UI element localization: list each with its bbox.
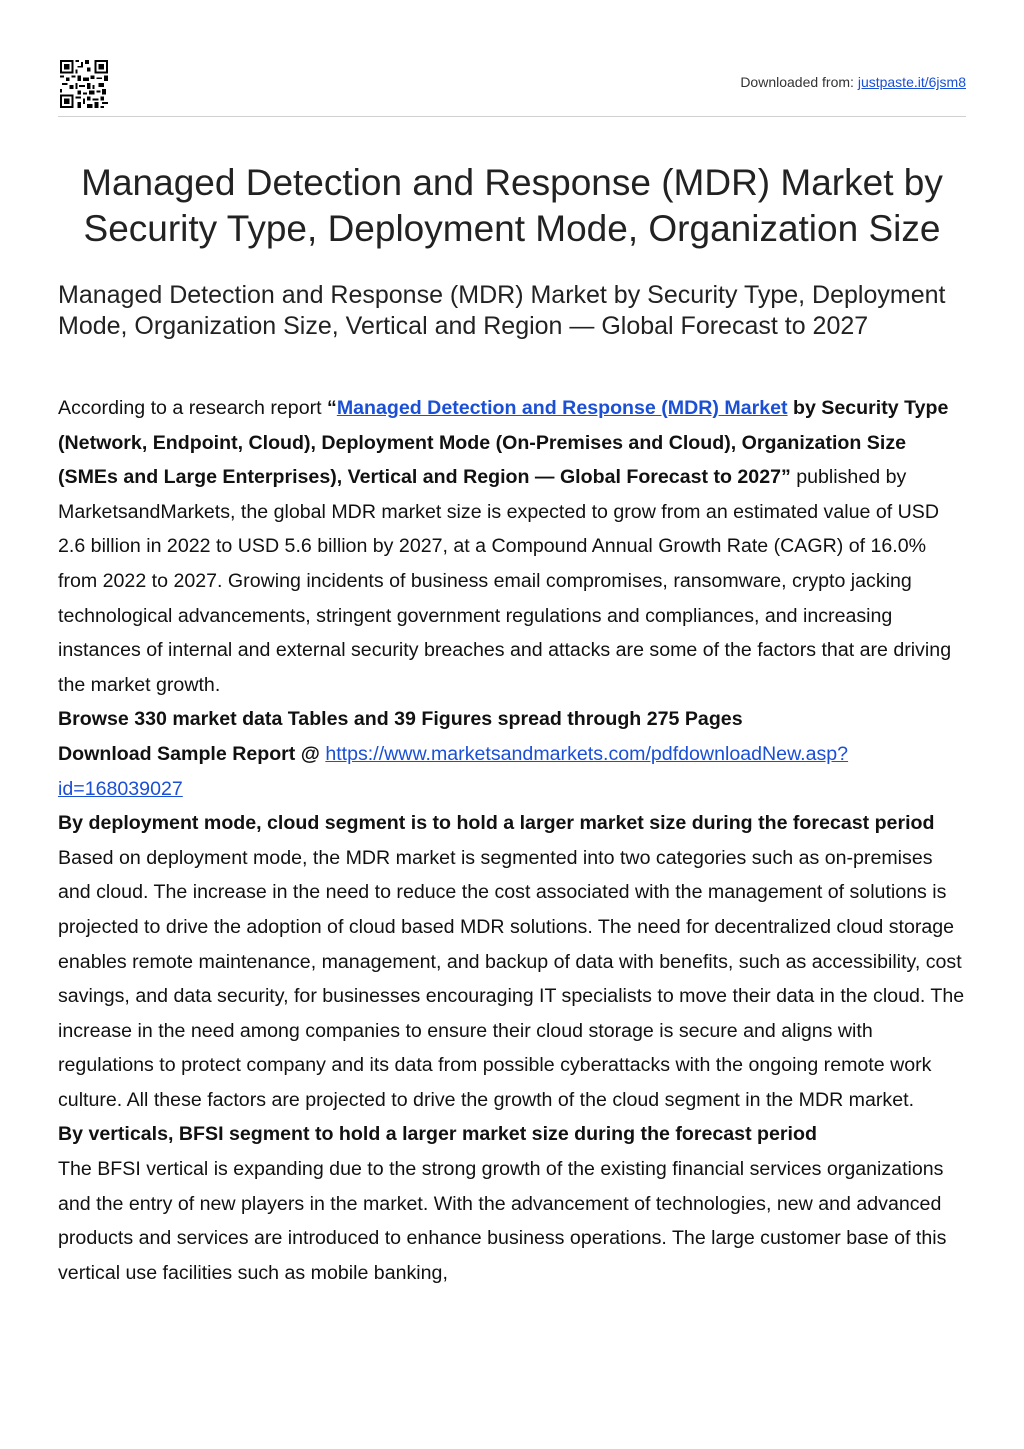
intro-quote-open: “ [327,397,337,419]
downloaded-label: Downloaded from: [740,74,858,90]
section-text-verticals: The BFSI vertical is expanding due to the strong growth of the existing financial services organizations and the entry of new players in the market. With the advancement of technologies, new and advanced products and services are introduced to enhance business operations. The large customer base of this vertical use facilities such as mobile banking, [58,1158,947,1284]
browse-text: Browse 330 market data Tables and 39 Figures spread through 275 Pages [58,708,743,731]
intro-rest: published by MarketsandMarkets, the global MDR market size is expected to grow from an estimated value of USD 2.6 billion in 2022 to USD 5.6 billion by 2027, at a Compound Annual Growth Rate (CAGR) of 16.0% from 2022 to 2027. Growing incidents of business email compromises, ransomware, crypto jacking technological advancements, stringent government regulations and compliances, and increasing instances of internal and external security breaches and attacks are some of the factors that are driving the market growth. [58,466,952,696]
qr-code-icon[interactable] [60,60,108,108]
download-label: Download Sample Report @ [58,742,326,765]
intro-paragraph [58,391,970,702]
source-link[interactable]: justpaste.it/6jsm8 [857,74,966,90]
section-text-deployment: Based on deployment mode, the MDR market is segmented into two categories such as on-premises and cloud. The increase in the need to reduce the cost associated with the management of solutions is projected to drive the adoption of cloud based MDR solutions. The need for decentralized cloud storage enables remote maintenance, management, and backup of data with benefits, such as accessibility, cost savings, and data security, for businesses encouraging IT specialists to move their data in the cloud. The increase in the need among companies to ensure their cloud storage is secure and aligns with regulations to protect company and its data from possible cyberattacks with the ongoing remote work culture. All these factors are projected to drive the growth of the cloud segment in the MDR market. [58,846,965,1111]
section-heading-deployment [58,806,970,841]
page-header [58,58,966,118]
section1-heading-text: By deployment mode, cloud segment is to hold a larger market size during the forecast period [58,812,935,835]
report-title-rest: by Security Type (Network, Endpoint, Cloud), Deployment Mode (On-Premises and Cloud), Organization Size (SMEs and Large Enterprises), Vertical and Region — Global Forecast to 2027” [58,397,949,489]
download-sample-link[interactable]: https://www.marketsandmarkets.com/pdfdownloadNew.asp?id=168039027 [58,742,849,800]
page-subtitle: Managed Detection and Response (MDR) Market by Security Type, Deployment Mode, Organization Size, Vertical and Region — Global Forecast to 2027 [58,281,946,340]
header-divider [58,116,966,117]
report-link[interactable]: Managed Detection and Response (MDR) Market [336,397,788,419]
section2-heading-text: By verticals, BFSI segment to hold a larger market size during the forecast period [58,1123,817,1146]
page-title: Managed Detection and Response (MDR) Market by Security Type, Deployment Mode, Organization Size [81,162,943,249]
section-heading-verticals [58,1117,970,1152]
article-body [58,391,970,1290]
browse-line [58,702,970,737]
download-line [58,737,970,806]
intro-lead: According to a research report [58,397,328,419]
download-source [740,74,966,90]
